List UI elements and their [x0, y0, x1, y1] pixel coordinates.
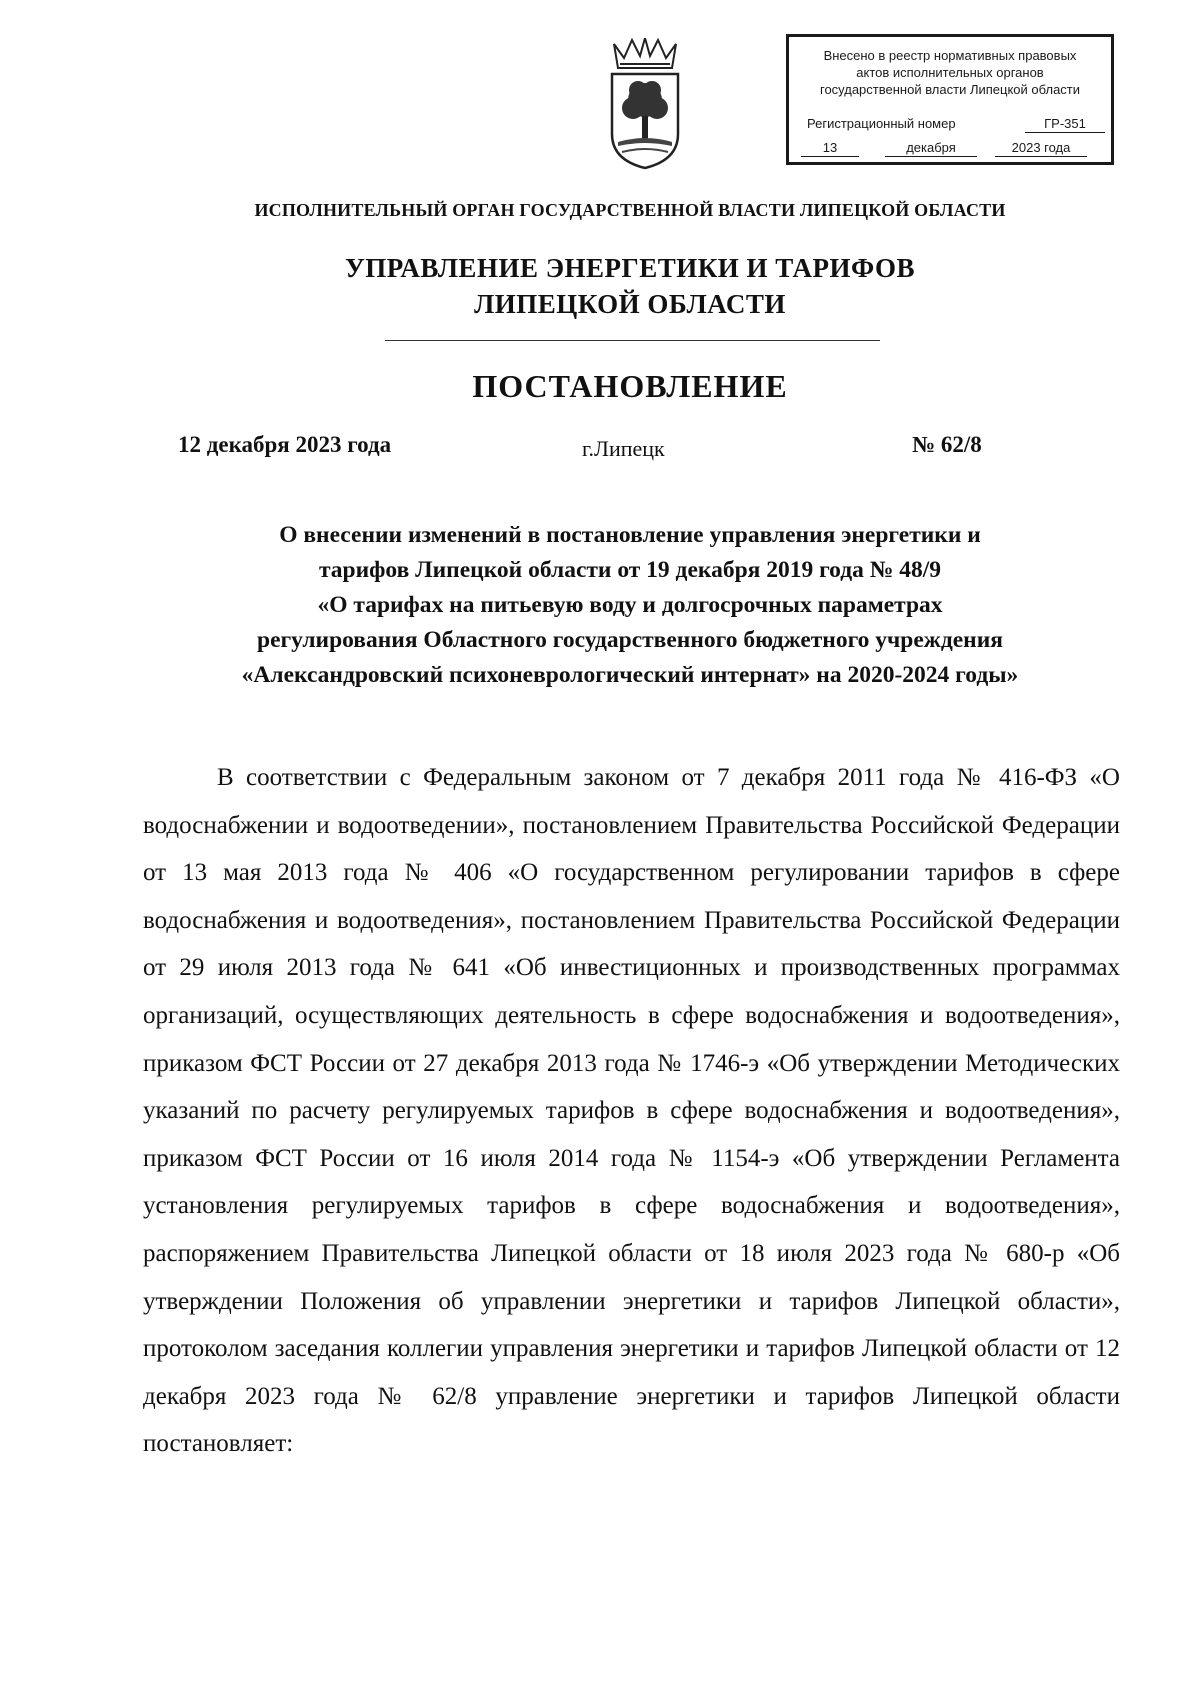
- preamble-paragraph: В соответствии с Федеральным законом от 7 декабря 2011 года № 416-ФЗ «О водоснабжении и водоотведении», постановлением Правительства Российской Федерации от 13 мая 2013 года № 406 «О государственном регулировании тарифов в сфере водоснабжения и водоотведения», постановлением Правительства Российской Федерации от 29 июля 2013 года № 641 «Об инвестиционных и производственных программах организаций, осуществляющих деятельность в сфере водоснабжения и водоотведения», приказом ФСТ России от 27 декабря 2013 года № 1746-э «Об утверждении Методических указаний по расчету регулируемых тарифов в сфере водоснабжения и водоотведения», приказом ФСТ России от 16 июля 2014 года № 1154-э «Об утверждении Регламента установления регулируемых тарифов в сфере водоснабжения и водоотведения», распоряжением Правительства Липецкой области от 18 июля 2023 года № 680-р «Об утверждении Положения об управлении энергетики и тарифов Липецкой области», протоколом заседания коллегии управления энергетики и тарифов Липецкой области от 12 декабря 2023 года № 62/8 управление энергетики и тарифов Липецкой области постановляет:: [143, 764, 1120, 1458]
- header-divider: [385, 340, 880, 341]
- title-line: О внесении изменений в постановление управления энергетики и: [279, 522, 981, 548]
- issuing-authority: ИСПОЛНИТЕЛЬНЫЙ ОРГАН ГОСУДАРСТВЕННОЙ ВЛАСТИ ЛИПЕЦКОЙ ОБЛАСТИ: [254, 200, 1006, 220]
- document-city: г.Липецк: [582, 436, 665, 461]
- document-title: [130, 518, 1130, 693]
- title-line: «Александровский психоневрологический интернат» на 2020-2024 годы»: [241, 662, 1019, 688]
- stamp-reg-label: Регистрационный номер: [807, 116, 956, 131]
- stamp-line-1: Внесено в реестр нормативных правовых: [823, 48, 1077, 63]
- stamp-line-2: актов исполнительных органов: [856, 65, 1044, 80]
- title-line: регулирования Областного государственного бюджетного учреждения: [257, 627, 1003, 653]
- stamp-month: декабря: [885, 139, 977, 157]
- coat-of-arms-icon: [608, 38, 682, 172]
- stamp-year: 2023 года: [995, 139, 1087, 157]
- stamp-line-3: государственной власти Липецкой области: [819, 82, 1081, 97]
- title-line: «О тарифах на питьевую воду и долгосрочных параметрах: [317, 592, 943, 618]
- document-type: ПОСТАНОВЛЕНИЕ: [472, 368, 788, 404]
- stamp-day: 13: [801, 139, 859, 157]
- organization-name: [0, 250, 1200, 322]
- stamp-registration: [807, 115, 1107, 132]
- organization-name-line-1: УПРАВЛЕНИЕ ЭНЕРГЕТИКИ И ТАРИФОВ: [344, 253, 915, 283]
- title-line: тарифов Липецкой области от 19 декабря 2019 года № 48/9: [318, 557, 942, 583]
- organization-name-line-2: ЛИПЕЦКОЙ ОБЛАСТИ: [474, 289, 786, 319]
- document-date: 12 декабря 2023 года: [178, 432, 392, 457]
- registry-stamp: [786, 34, 1114, 165]
- stamp-reg-number: ГР-351: [1025, 115, 1105, 133]
- document-number: № 62/8: [912, 432, 982, 457]
